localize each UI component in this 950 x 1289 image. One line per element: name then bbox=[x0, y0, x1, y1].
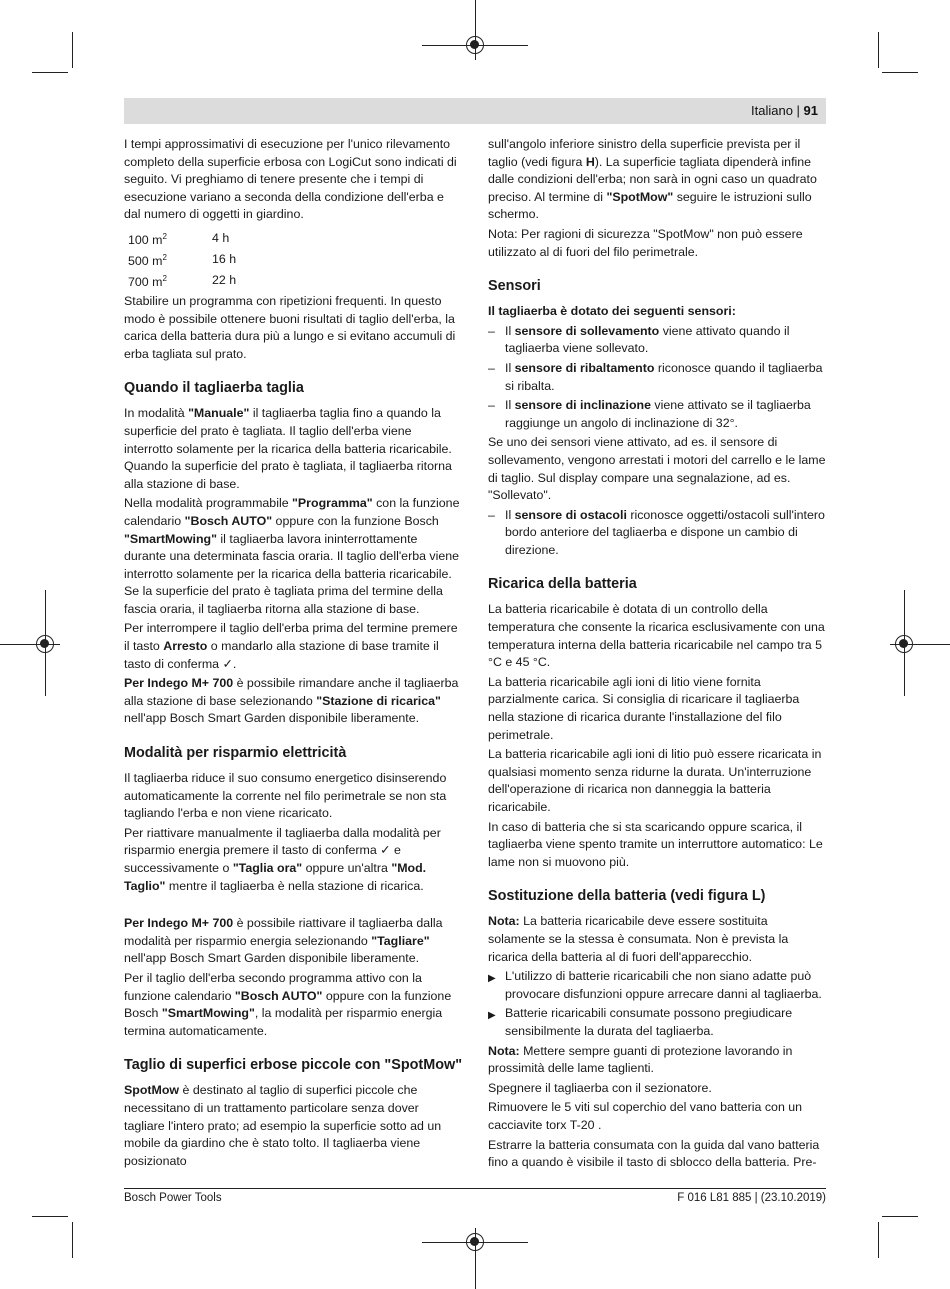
right-column bbox=[488, 136, 826, 1174]
footer-publisher: Bosch Power Tools bbox=[124, 1192, 222, 1204]
area-value: 700 $m^2$ bbox=[128, 273, 167, 289]
left-column bbox=[124, 136, 462, 1172]
paragraph: Spegnere il tagliaerba con il sezionatore. bbox=[488, 1080, 712, 1095]
crop-mark bbox=[32, 72, 68, 73]
section-title: Modalità per risparmio elettricità bbox=[124, 745, 347, 762]
footer-rule bbox=[124, 1188, 826, 1189]
dash-icon: – bbox=[488, 398, 495, 413]
paragraph: Per Indego M+ 700 è possibile riattivare il tagliaerba dalla modalità per risparmio energia selezionando "Tagliare" nell'app Bosch Smart Garden disponibile liberamente. bbox=[124, 916, 443, 966]
page-number: 91 bbox=[803, 103, 818, 118]
paragraph: sull'angolo inferiore sinistro della superficie prevista per il taglio (vedi figura H). La superficie tagliata dipenderà infine dalle condizioni dell'erba; non sarà in ogni caso un quadrato preciso. Al termine di "SpotMow" seguire le istruzioni sullo schermo. bbox=[488, 137, 817, 222]
registration-mark-icon bbox=[36, 635, 54, 653]
paragraph: Rimuovere le 5 viti sul coperchio del vano batteria con un cacciavite torx T-20 . bbox=[488, 1100, 803, 1132]
arrow-bullet-icon: ▶ bbox=[488, 1010, 496, 1022]
paragraph: Il tagliaerba riduce il suo consumo energetico disinserendo automaticamente la corrente nel filo perimetrale se non sta tagliando l'erba e non viene ricaricato. bbox=[124, 771, 447, 821]
note-paragraph: Nota: La batteria ricaricabile deve essere sostituita solamente se la stessa è consumata. Non è prevista la ricarica della batteria al di fuori dell'apparecchio. bbox=[488, 914, 789, 964]
header-language: Italiano bbox=[751, 103, 793, 118]
area-value: 500 $m^2$ bbox=[128, 252, 167, 268]
crop-mark bbox=[878, 32, 879, 68]
time-value: 16 h bbox=[212, 251, 237, 266]
dash-icon: – bbox=[488, 507, 495, 522]
section-title: Sensori bbox=[488, 278, 541, 295]
list-item: – Il sensore di ribaltamento riconosce quando il tagliaerba si ribalta. bbox=[488, 360, 823, 393]
intro-paragraph: I tempi approssimativi di esecuzione per l'unico rilevamento completo della superficie erbosa con LogiCut sono indicati di seguito. Vi preghiamo di tenere presente che i tempi di esecuzione variano a seconda della condizione dell'erba e dal numero di oggetti in giardino. bbox=[124, 137, 457, 222]
paragraph: In caso di batteria che si sta scaricando oppure scarica, il tagliaerba viene spento tramite un interruttore automatico: Le lame non si muovono più. bbox=[488, 819, 823, 869]
paragraph: In modalità "Manuale" il tagliaerba taglia fino a quando la superficie del prato è tagliata. Il taglio dell'erba viene interrotto solamente per la ricarica della batteria ricaricabile. Quando la superficie del prato è tagliata, il tagliaerba ritorna alla stazione di base. bbox=[124, 406, 452, 491]
section-subtitle: Il tagliaerba è dotato dei seguenti sensori: bbox=[488, 304, 736, 319]
crop-mark bbox=[882, 72, 918, 73]
list-item: – Il sensore di sollevamento viene attivato quando il tagliaerba viene sollevato. bbox=[488, 323, 790, 356]
arrow-bullet-icon: ▶ bbox=[488, 973, 496, 985]
time-value: 22 h bbox=[212, 272, 237, 287]
paragraph: SpotMow è destinato al taglio di superfici piccole che necessitano di un trattamento particolare senza dover tagliare l'intero prato; ad esempio la superficie sotto ad un mobile da giardino che è stato tolto. Il tagliaerba viene posizionato bbox=[124, 1083, 442, 1168]
paragraph: La batteria ricaricabile agli ioni di litio viene fornita parzialmente carica. Si consiglia di ricaricare il tagliaerba nella stazione di ricarica durante l'installazione del filo perimetrale. bbox=[488, 674, 800, 742]
paragraph: Estrarre la batteria consumata con la guida dal vano batteria fino a quando è visibile il tasto di sblocco della batteria. Pre- bbox=[488, 1137, 820, 1170]
paragraph: Per interrompere il taglio dell'erba prima del termine premere il tasto Arresto o mandarlo alla stazione di base tramite il tasto di conferma ✓. bbox=[124, 621, 458, 671]
header-text: Italiano | 91 bbox=[751, 103, 818, 118]
section-title: Ricarica della batteria bbox=[488, 576, 637, 593]
paragraph: Per Indego M+ 700 è possibile rimandare anche il tagliaerba alla stazione di base selezionando "Stazione di ricarica" nell'app Bosch Smart Garden disponibile liberamente. bbox=[124, 676, 459, 726]
section-title: Taglio di superfici erbose piccole con "SpotMow" bbox=[124, 1057, 463, 1074]
paragraph: Nella modalità programmabile "Programma" con la funzione calendario "Bosch AUTO" oppure con la funzione Bosch "SmartMowing" il tagliaerba lavora ininterrottamente durante una determinata fascia oraria. Il taglio dell'erba viene interrotto solamente per la ricarica della batteria ricaricabile. Se la superficie del prato è tagliata prima del termine della fascia oraria, il tagliaerba ritorna alla stazione di base. bbox=[124, 496, 460, 616]
table-row bbox=[128, 270, 462, 291]
crop-mark bbox=[72, 1222, 73, 1258]
mowing-times-table bbox=[128, 228, 462, 291]
spacer bbox=[124, 897, 462, 915]
program-advice-paragraph: Stabilire un programma con ripetizioni frequenti. In questo modo è possibile ottenere buoni risultati di taglio dell'erba, la carica della batteria dura più a lungo e si evitano accumuli di erba tagliata sul prato. bbox=[124, 293, 456, 361]
dash-icon: – bbox=[488, 323, 495, 338]
warning-item: ▶ Batterie ricaricabili consumate possono pregiudicare sensibilmente la durata del tagliaerba. bbox=[488, 1006, 793, 1038]
crop-mark bbox=[882, 1216, 918, 1217]
paragraph: Se uno dei sensori viene attivato, ad es. il sensore di sollevamento, vengono arrestati i motori del carrello e le lame di taglio. Sul display compare una segnalazione, ad es. "Sollevato". bbox=[488, 435, 826, 503]
page-header bbox=[124, 98, 826, 124]
time-value: 4 h bbox=[212, 230, 230, 245]
registration-mark-icon bbox=[895, 635, 913, 653]
paragraph: La batteria ricaricabile agli ioni di litio può essere ricaricata in qualsiasi momento senza ridurne la durata. Un'interruzione dell'operazione di ricarica non danneggia la batteria ricaricabile. bbox=[488, 747, 822, 814]
footer-doc-id: F 016 L81 885 | (23.10.2019) bbox=[677, 1192, 826, 1204]
paragraph: Per riattivare manualmente il tagliaerba dalla modalità per risparmio energia premere il tasto di conferma ✓ e successivamente o "Taglia ora" oppure un'altra "Mod. Taglio" mentre il tagliaerba è nella stazione di ricarica. bbox=[124, 825, 441, 893]
registration-mark-icon bbox=[466, 36, 484, 54]
section-title: Quando il tagliaerba taglia bbox=[124, 380, 304, 397]
crop-mark bbox=[72, 32, 73, 68]
list-item: – Il sensore di inclinazione viene attivato se il tagliaerba raggiunge un angolo di inclinazione di 32°. bbox=[488, 398, 811, 430]
paragraph: La batteria ricaricabile è dotata di un controllo della temperatura che consente la ricarica esclusivamente con una temperatura interna della batteria ricaricabile nel campo tra 5 °C e 45 °C. bbox=[488, 602, 825, 670]
section-title: Sostituzione della batteria (vedi figura L) bbox=[488, 888, 766, 905]
paragraph: Per il taglio dell'erba secondo programma attivo con la funzione calendario "Bosch AUTO" oppure con la funzione Bosch "SmartMowing", la modalità per risparmio energia termina automaticamente. bbox=[124, 970, 452, 1038]
dash-icon: – bbox=[488, 360, 495, 375]
area-value: 100 $m^2$ bbox=[128, 231, 167, 247]
crop-mark bbox=[878, 1222, 879, 1258]
list-item: – Il sensore di ostacoli riconosce oggetti/ostacoli sull'intero bordo anteriore del tagliaerba e dispone un cambio di direzione. bbox=[488, 507, 825, 557]
note-paragraph: Nota: Per ragioni di sicurezza "SpotMow" non può essere utilizzato al di fuori del filo perimetrale. bbox=[488, 226, 803, 259]
crop-mark bbox=[32, 1216, 68, 1217]
table-row bbox=[128, 249, 462, 270]
warning-item: ▶ L'utilizzo di batterie ricaricabili che non siano adatte può provocare disfunzioni oppure arrecare danni al tagliaerba. bbox=[488, 969, 822, 1001]
note-paragraph: Nota: Mettere sempre guanti di protezione lavorando in prossimità delle lame taglienti. bbox=[488, 1043, 793, 1076]
registration-mark-icon bbox=[466, 1233, 484, 1251]
table-row bbox=[128, 228, 462, 249]
